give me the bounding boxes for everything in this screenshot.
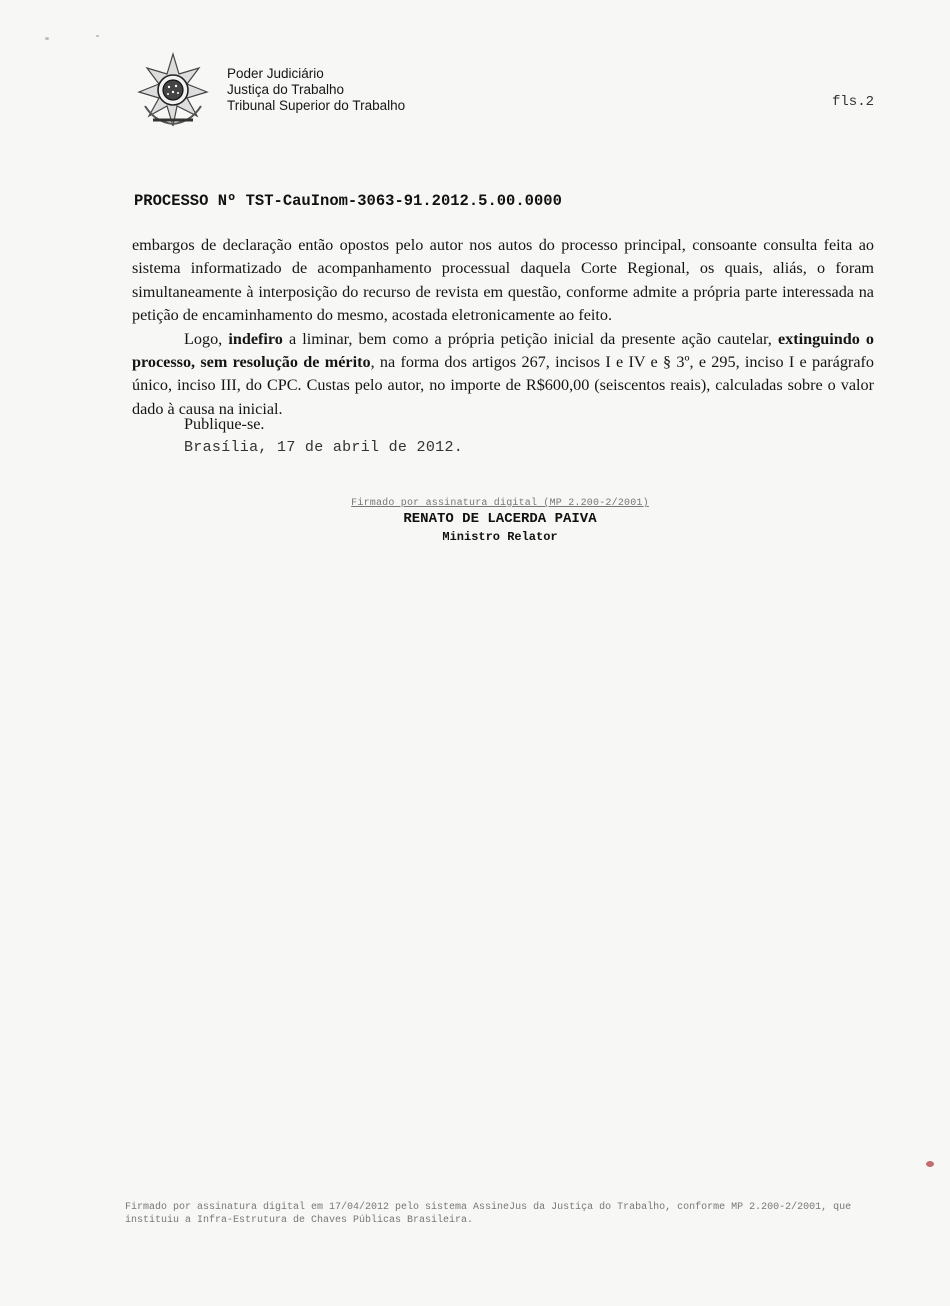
p2-lead-text: Logo, [184,329,229,348]
p2-mid-text: a liminar, bem como a própria petição inicial da presente ação cautelar, [282,329,778,348]
process-number: PROCESSO Nº TST-CauInom-3063-91.2012.5.00.0000 [134,192,562,210]
issuing-organization [227,66,405,114]
footer-note: Firmado por assinatura digital em 17/04/2012 pelo sistema AssineJus da Justiça do Trabalho, conforme MP 2.200-2/2001, que instituiu a Infra-Estrutura de Chaves Públicas Brasileira. [125,1202,852,1226]
ink-mark [926,1161,934,1167]
org-line-judiciary: Poder Judiciário [227,66,324,81]
publish-order: Publique-se. [184,415,265,433]
p2-bold-ruling: indefiro [228,329,283,348]
org-line-labor-justice: Justiça do Trabalho [227,82,345,97]
p2-bold-extinction: extinguindo o processo, sem resolução de mérito [132,329,874,372]
body-paragraph-1: embargos de declaração então opostos pelo autor nos autos do processo principal, consoante consulta feita ao sistema informatizado de acompanhamento processual daquela Corte Regional, os quais, aliás, o foram simultaneamente à interposição do recurso de revista em questão, conforme admite a própria parte interessada na petição de encaminhamento do mesmo, acostada eletronicamente ao feito. [132,236,874,325]
signer-role: Ministro Relator [442,530,558,544]
body-paragraph-2 [132,328,874,422]
page-number: fls.2 [831,94,874,110]
scan-speck [96,35,99,37]
org-line-superior-court: Tribunal Superior do Trabalho [227,98,406,113]
digital-signature-note: Firmado por assinatura digital (MP 2.200-2/2001) [351,498,649,509]
place-date: Brasília, 17 de abril de 2012. [184,439,464,456]
decision-body [132,234,874,421]
p2-tail-text: , na forma dos artigos 267, incisos I e IV e § 3º, e 295, inciso I e parágrafo único, inciso III, do CPC. Custas pelo autor, no importe de R$600,00 (seiscentos reais), calculadas sobre o valor dado à causa na inicial. [132,353,874,418]
signature-block [300,498,700,544]
signer-name: RENATO DE LACERDA PAIVA [403,511,597,527]
brazil-coat-of-arms-icon [133,50,213,130]
scan-speck [45,37,49,40]
